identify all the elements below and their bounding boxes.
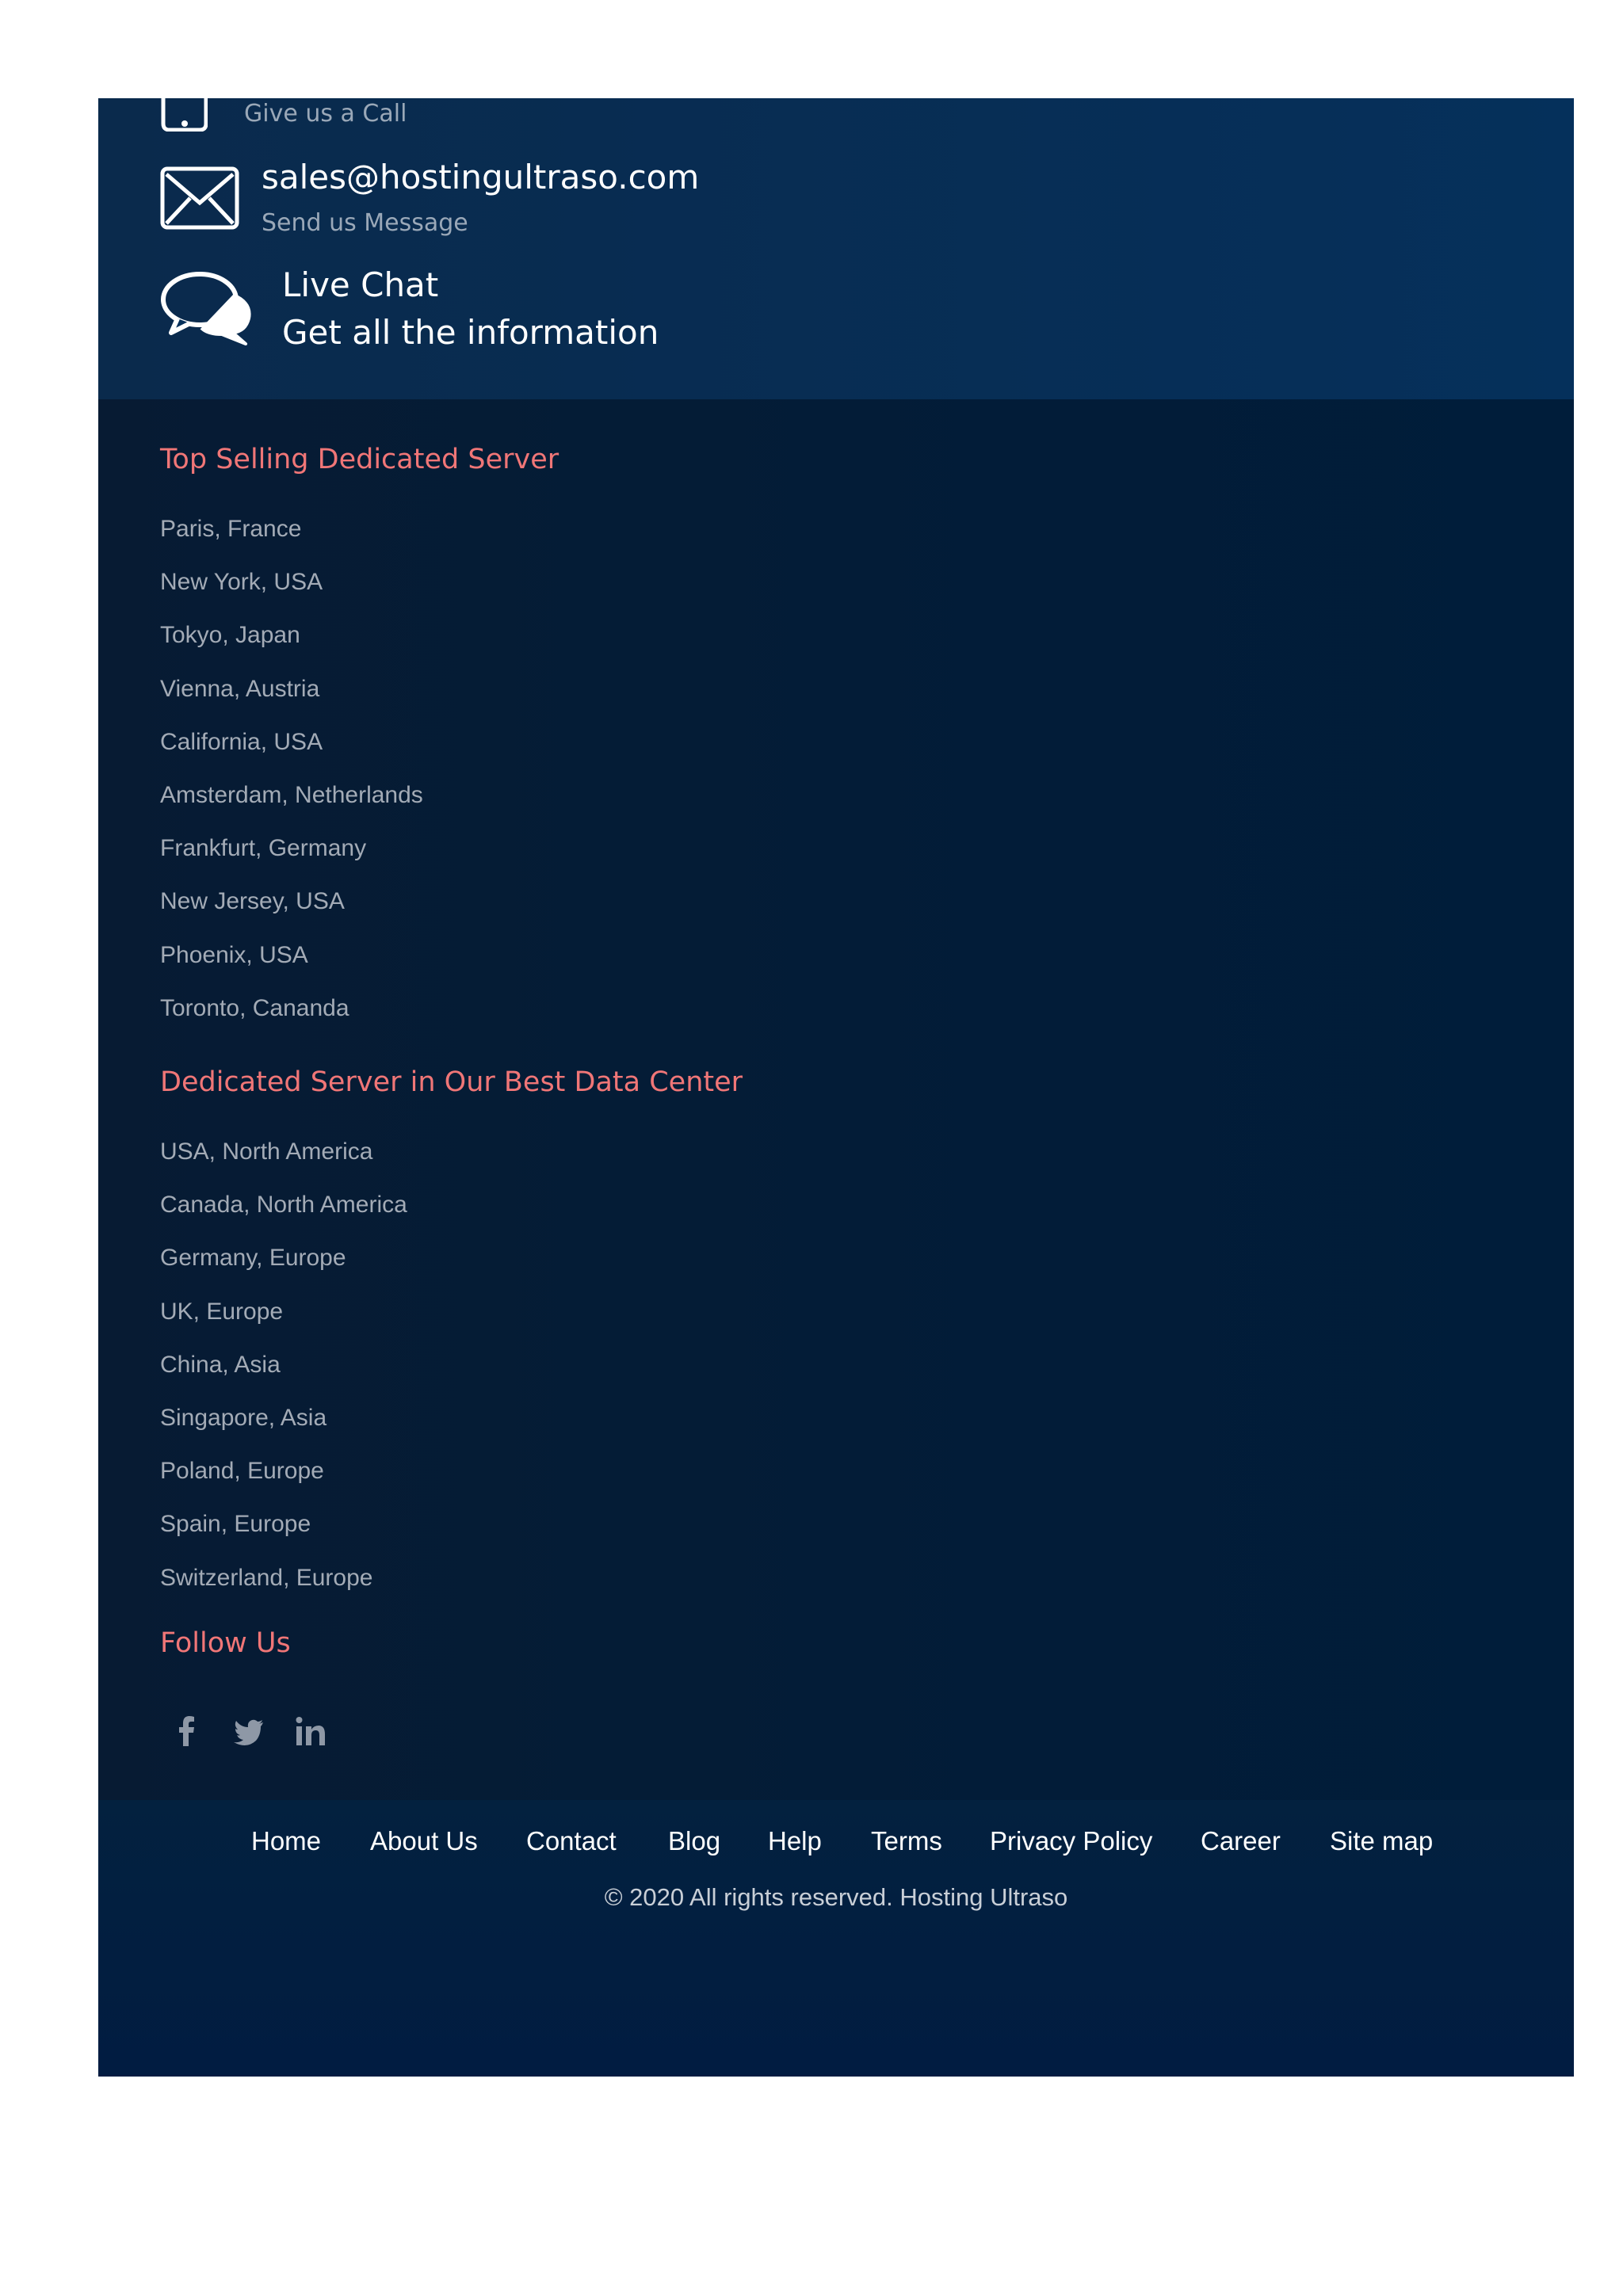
envelope-icon (160, 166, 239, 230)
list-item[interactable]: USA, North America (160, 1138, 373, 1165)
list-item[interactable]: Switzerland, Europe (160, 1564, 373, 1591)
list-item[interactable]: Singapore, Asia (160, 1404, 327, 1431)
data-center-heading: Dedicated Server in Our Best Data Center (160, 1066, 743, 1098)
list-item[interactable]: Frankfurt, Germany (160, 835, 367, 862)
list-item[interactable]: Vienna, Austria (160, 675, 320, 702)
nav-link-about-us[interactable]: About Us (370, 1826, 478, 1855)
list-item[interactable]: New Jersey, USA (160, 888, 345, 915)
top-selling-list (160, 513, 423, 1046)
copyright-text: © 2020 All rights reserved. Hosting Ultraso (604, 1883, 1068, 1911)
site-footer (98, 98, 1574, 2077)
nav-link-terms[interactable]: Terms (871, 1826, 942, 1855)
list-item[interactable]: China, Asia (160, 1351, 281, 1378)
twitter-icon[interactable] (231, 1714, 266, 1749)
chat-bubbles-icon (160, 269, 255, 345)
nav-link-privacy-policy[interactable]: Privacy Policy (990, 1826, 1153, 1855)
nav-link-site-map[interactable]: Site map (1330, 1826, 1434, 1855)
list-item[interactable]: California, USA (160, 728, 323, 755)
list-item[interactable]: Amsterdam, Netherlands (160, 781, 423, 808)
nav-link-career[interactable]: Career (1201, 1826, 1281, 1855)
phone-subtitle: Give us a Call (244, 100, 407, 128)
list-item[interactable]: Germany, Europe (160, 1245, 346, 1272)
phone-icon (160, 97, 208, 132)
bottom-nav (98, 1817, 1574, 1865)
top-selling-heading: Top Selling Dedicated Server (160, 444, 559, 475)
live-chat-title: Live Chat (282, 265, 439, 304)
list-item[interactable]: Phoenix, USA (160, 941, 308, 968)
list-item[interactable]: Toronto, Cananda (160, 994, 349, 1021)
list-item[interactable]: Tokyo, Japan (160, 622, 300, 649)
linkedin-icon[interactable] (293, 1714, 328, 1749)
facebook-icon[interactable] (170, 1714, 204, 1749)
list-item[interactable]: New York, USA (160, 569, 323, 596)
nav-link-contact[interactable]: Contact (526, 1826, 617, 1855)
nav-link-blog[interactable]: Blog (668, 1826, 721, 1855)
phone-contact[interactable] (160, 98, 636, 138)
email-subtitle: Send us Message (262, 209, 468, 237)
contact-band (98, 98, 1574, 399)
list-item[interactable]: Paris, France (160, 516, 302, 542)
data-center-list (160, 1136, 407, 1615)
live-chat-subtitle: Get all the information (282, 313, 659, 352)
live-chat-contact[interactable] (160, 261, 715, 364)
email-address[interactable]: sales@hostingultraso.com (262, 158, 700, 196)
nav-link-home[interactable]: Home (251, 1826, 322, 1855)
list-item[interactable]: Poland, Europe (160, 1458, 324, 1485)
list-item[interactable]: Spain, Europe (160, 1511, 311, 1538)
email-contact[interactable] (160, 154, 794, 249)
list-item[interactable]: UK, Europe (160, 1298, 284, 1325)
follow-us-heading: Follow Us (160, 1627, 291, 1659)
nav-link-help[interactable]: Help (768, 1826, 822, 1855)
list-item[interactable]: Canada, North America (160, 1192, 407, 1219)
